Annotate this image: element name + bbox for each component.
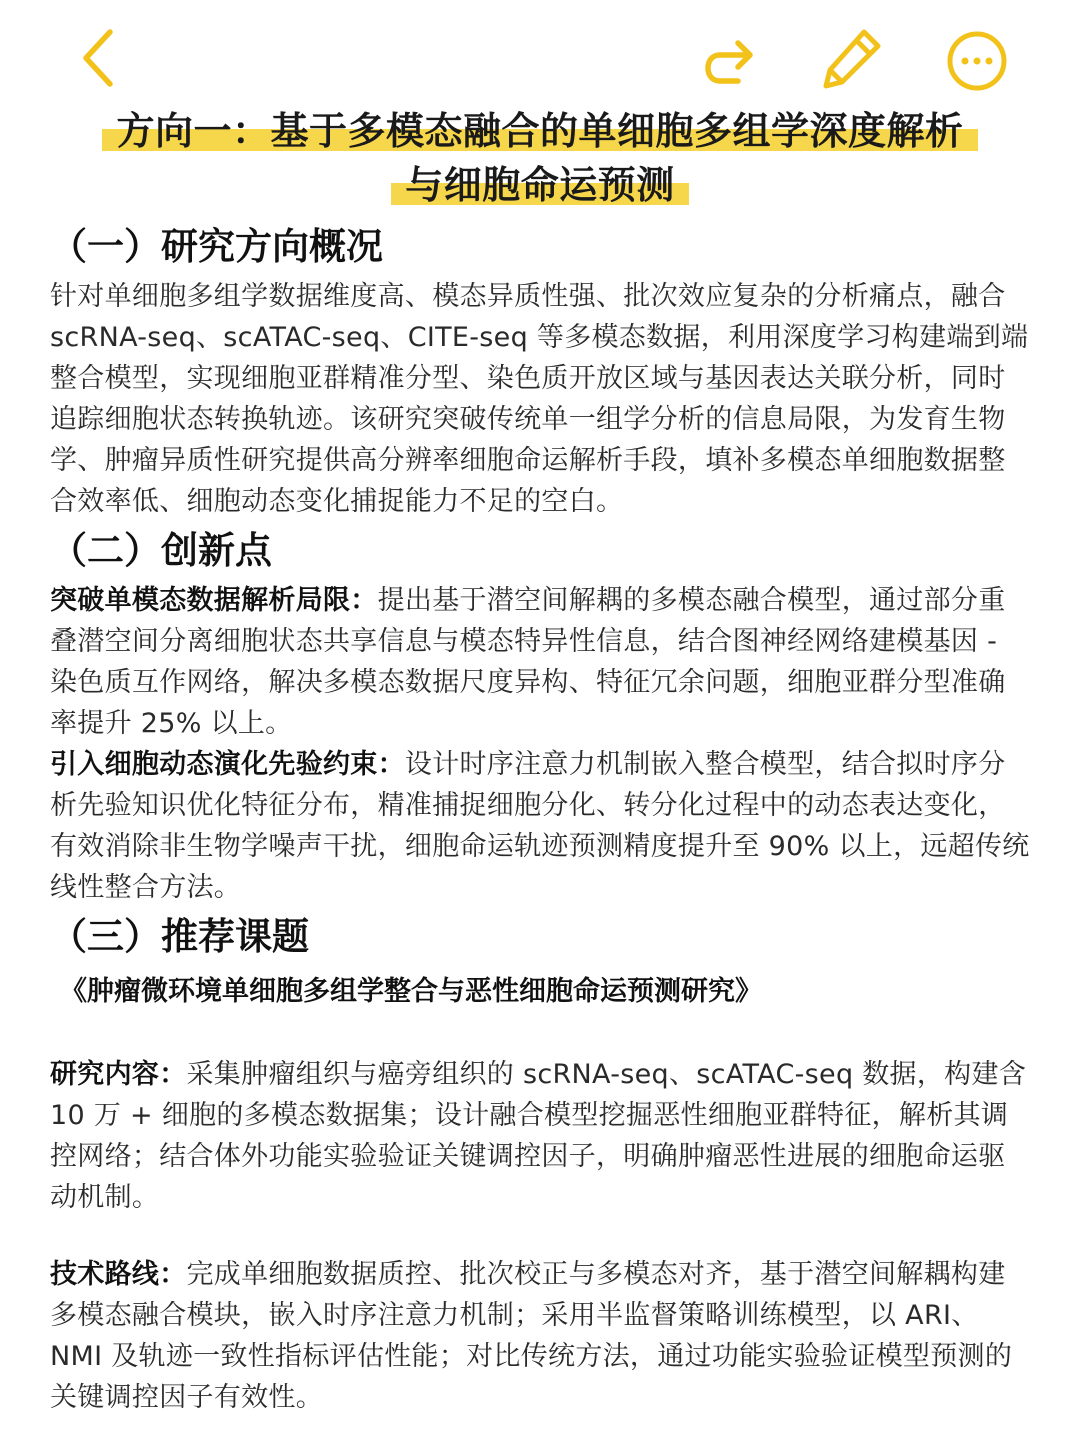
section-overview-text: 针对单细胞多组学数据维度高、模态异质性强、批次效应复杂的分析痛点，融合 scRNA-seq、scATAC-seq、CITE-seq 等多模态数据，利用深度学习构建端到端整合模型，实现细胞亚群精准分型、染色质开放区域与基因表达关联分析，同时追踪细胞状态转换轨迹。该研究突破传统单一组学分析的信息局限，为发育生物学、肿瘤异质性研究提供高分辨率细胞命运解析手段，填补多模态单细胞数据整合效率低、细胞动态变化捕捉能力不足的空白。 xyxy=(50,281,1029,517)
research-content-label: 研究内容： xyxy=(50,1059,187,1090)
back-button[interactable] xyxy=(68,28,128,88)
spacer xyxy=(50,1218,1030,1254)
edit-button[interactable] xyxy=(820,24,886,94)
article-body xyxy=(50,222,1030,1418)
more-dots-icon xyxy=(946,30,1008,92)
technical-route xyxy=(50,1254,1030,1418)
innovation-point-2 xyxy=(50,744,1030,908)
innovation-point-2-label: 引入细胞动态演化先验约束： xyxy=(50,749,405,780)
technical-route-text: 完成单细胞数据质控、批次校正与多模态对齐，基于潜空间解耦构建多模态融合模块，嵌入时序注意力机制；采用半监督策略训练模型，以 ARI、NMI 及轨迹一致性指标评估性能；对比传统方法，通过功能实验验证模型预测的关键调控因子有效性。 xyxy=(50,1259,1013,1413)
chevron-left-icon xyxy=(78,28,118,88)
share-forward-icon xyxy=(700,31,762,89)
section-overview-heading: （一）研究方向概况 xyxy=(50,225,383,268)
spacer xyxy=(50,1018,1030,1054)
share-button[interactable] xyxy=(700,30,762,90)
innovation-point-2-text: 设计时序注意力机制嵌入整合模型，结合拟时序分析先验知识优化特征分布，精准捕捉细胞分化、转分化过程中的动态表达变化，有效消除非生物学噪声干扰，细胞命运轨迹预测精度提升至 90% 以上，远超传统线性整合方法。 xyxy=(50,749,1030,903)
research-content-text: 采集肿瘤组织与癌旁组织的 scRNA-seq、scATAC-seq 数据，构建含 10 万 + 细胞的多模态数据集；设计融合模型挖掘恶性细胞亚群特征，解析其调控网络；结合体外功能实验验证关键调控因子，明确肿瘤恶性进展的细胞命运驱动机制。 xyxy=(50,1059,1027,1213)
page-title xyxy=(0,104,1080,212)
recommended-topic-title: 《肿瘤微环境单细胞多组学整合与恶性细胞命运预测研究》 xyxy=(60,976,762,1007)
title-line-2: 与细胞命运预测 xyxy=(391,160,689,210)
title-line-1: 方向一：基于多模态融合的单细胞多组学深度解析 xyxy=(102,106,977,156)
innovation-point-1 xyxy=(50,580,1030,744)
innovation-point-1-label: 突破单模态数据解析局限： xyxy=(50,585,378,616)
technical-route-label: 技术路线： xyxy=(50,1259,187,1290)
innovation-point-1-text: 提出基于潜空间解耦的多模态融合模型，通过部分重叠潜空间分离细胞状态共享信息与模态特异性信息，结合图神经网络建模基因 - 染色质互作网络，解决多模态数据尺度异构、特征冗余问题，细胞亚群分型准确率提升 25% 以上。 xyxy=(50,585,1006,739)
research-content xyxy=(50,1054,1030,1218)
top-toolbar xyxy=(0,0,1080,110)
section-topic-heading: （三）推荐课题 xyxy=(50,915,309,958)
more-button[interactable] xyxy=(944,28,1010,94)
pencil-icon xyxy=(820,24,886,94)
section-innovation-heading: （二）创新点 xyxy=(50,529,272,572)
